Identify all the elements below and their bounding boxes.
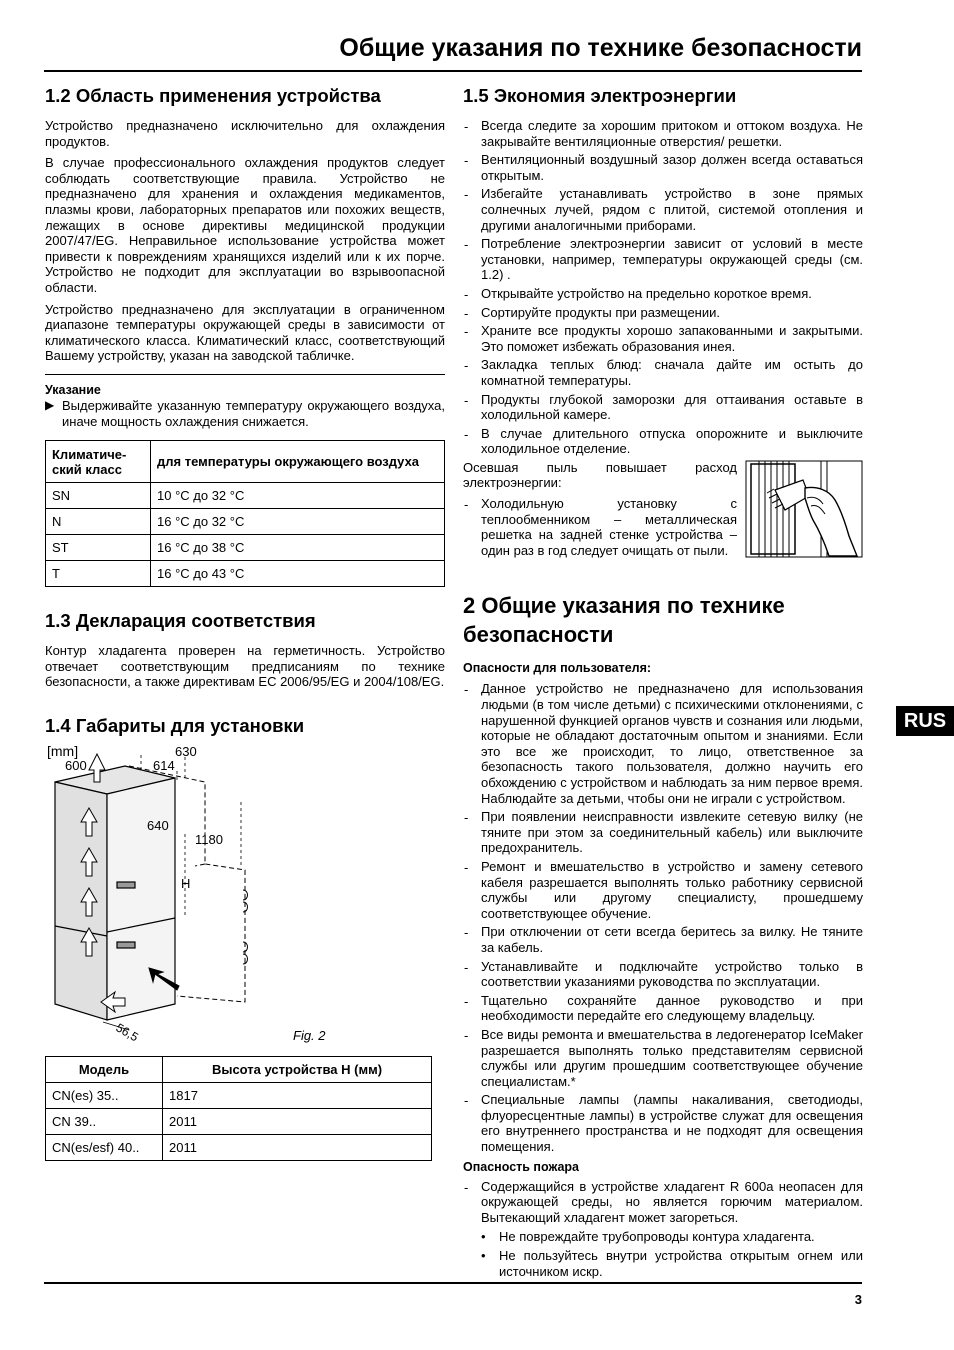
list-item: - При появлении неисправности извлеките сетевую вилку (не тяните при этом за соединительный кабель) или выключите предохранитель.: [463, 809, 863, 856]
dimension-label: 1180: [195, 831, 223, 847]
header-rule: [44, 70, 862, 72]
list-item: - Устанавливайте и подключайте устройство только в соответствии указаниями руководства по эксплуатации.: [463, 959, 863, 990]
list-item: - Сортируйте продукты при размещении.: [463, 305, 863, 321]
installation-diagram: [45, 742, 345, 1052]
section-heading-2: 2 Общие указания по технике безопасности: [463, 593, 785, 648]
table-row: [46, 1108, 432, 1134]
list-item: - Храните все продукты хорошо запакованными и закрытыми. Это поможет избежать образования инея.: [463, 323, 863, 354]
dimension-label: 614: [153, 757, 175, 773]
table-cell: 16 °C до 38 °C: [151, 535, 445, 561]
dust-list: [463, 496, 737, 558]
list-item: - Потребление электроэнергии зависит от условий в месте установки, например, температуры окружающей среды (см. 1.2) .: [463, 236, 863, 283]
table-cell: CN(es/esf) 40..: [46, 1134, 163, 1160]
table-row: [46, 1134, 432, 1160]
table-cell: 16 °C до 43 °C: [151, 561, 445, 587]
list-item: - Данное устройство не предназначено для использования людьми (в том числе детьми) с психическими отклонениями, с нарушенной функцией органов чувств и сознания или людьми, которые не обладают достаточным опытом и знаниями. Если это все же происходит, то лицо, ответственное за безопасность такого пользователя, должно научить его обхождению с устройством и наблюдать за ним первое время. Наблюдайте за детьми, чтобы они не играли с устройством.: [463, 681, 863, 806]
table-header: Климатиче-ский класс: [46, 441, 151, 483]
page-number: 3: [854, 1292, 862, 1307]
section-heading-1-2: 1.2 Область применения устройства: [45, 85, 381, 106]
table-row: [46, 535, 445, 561]
list-item: • Не пользуйтесь внутри устройства открытым огнем или источником искр.: [463, 1248, 863, 1279]
table-cell: CN(es) 35..: [46, 1082, 163, 1108]
dust-text: [463, 460, 737, 562]
note-label: Указание: [45, 382, 101, 397]
table-header: для температуры окружающего воздуха: [151, 441, 445, 483]
right-column: [463, 84, 863, 1282]
table-cell: N: [46, 509, 151, 535]
section-heading-1-5: 1.5 Экономия электроэнергии: [463, 85, 737, 106]
table-cell: 2011: [163, 1108, 432, 1134]
cleaning-brush-illustration: [745, 460, 863, 558]
left-column: [45, 84, 445, 1161]
list-item: • Не повреждайте трубопроводы контура хладагента.: [463, 1229, 863, 1245]
table-row: [46, 483, 445, 509]
section-heading-1-3: 1.3 Декларация соответствия: [45, 610, 316, 632]
table-cell: 2011: [163, 1134, 432, 1160]
note-text: Выдерживайте указанную температуру окружающего воздуха, иначе мощность охлаждения снижается.: [62, 397, 445, 429]
list-item: - Холодильную установку с теплообменником – металлическая решетка на задней стенке устройства – один раз в год следует очищать от пыли.: [463, 496, 737, 558]
paragraph: В случае профессионального охлаждения продуктов следует соблюдать соответствующие правила. Устройство не предназначено для хранения и охлаждения медикаментов, плазмы крови, лабораторных препаратов или похожих веществ, лежащих в основе директивы медицинской продукции 2007/47/EG. Неправильное использование устройства может привести к повреждениям хранящихся изделий или к их порче. Устройство не подходит для эксплуатации во взрывоопасной области.: [45, 155, 445, 295]
list-item: - Все виды ремонта и вмешательства в ледогенератор IceMaker разрешается выполнять только представителям сервисной службы или другим прошедшим соответствующее обучение специалистам.*: [463, 1027, 863, 1089]
table-cell: 10 °C до 32 °C: [151, 483, 445, 509]
table-header-row: [46, 1056, 432, 1082]
footer-rule: [44, 1282, 862, 1284]
list-item: - Специальные лампы (лампы накаливания, светодиоды, флуоресцентные лампы) в устройстве служат для освещения его внутреннего пространства и не подходят для освещения помещения.: [463, 1092, 863, 1154]
user-hazards-list: [463, 681, 863, 1154]
table-row: [46, 561, 445, 587]
subsection-label: Опасности для пользователя:: [463, 661, 652, 676]
list-item: - Избегайте устанавливать устройство в зоне прямых солнечных лучей, рядом с плитой, системой отопления и другими аналогичными приборами.: [463, 186, 863, 233]
paragraph: Осевшая пыль повышает расход электроэнергии:: [463, 459, 737, 491]
table-cell: 16 °C до 32 °C: [151, 509, 445, 535]
climate-class-table: [45, 440, 445, 587]
language-tab: RUS: [896, 706, 954, 736]
figure-caption: Fig. 2: [293, 1027, 326, 1043]
model-height-table: [45, 1056, 432, 1161]
list-item: - Тщательно сохраняйте данное руководство и при необходимости передайте его следующему владельцу.: [463, 993, 863, 1024]
dimension-label: 600: [65, 757, 87, 773]
dimension-label: 630: [175, 743, 197, 759]
divider: [45, 374, 445, 375]
table-row: [46, 509, 445, 535]
table-header: Высота устройства H (мм): [163, 1056, 432, 1082]
list-item: - Ремонт и вмешательство в устройство и замену сетевого кабеля разрешается выполнять только работнику сервисной службы или другому специалисту, прошедшему соответствующее обучение.: [463, 859, 863, 921]
fridge-body: [55, 766, 175, 1020]
table-cell: SN: [46, 483, 151, 509]
list-item: - В случае длительного отпуска опорожните и выключите холодильное отделение.: [463, 426, 863, 457]
list-item: - Всегда следите за хорошим притоком и оттоком воздуха. Не закрывайте вентиляционные отверстия/ решетки.: [463, 118, 863, 149]
list-item: - Продукты глубокой заморозки для оттаивания оставьте в холодильной камере.: [463, 392, 863, 423]
paragraph: Устройство предназначено для эксплуатации в ограниченном диапазоне температуры окружающей среды в зависимости от климатического класса. Климатический класс, соответствующий Вашему устройству, указан на заводской табличке.: [45, 301, 445, 364]
table-cell: T: [46, 561, 151, 587]
fire-subitems-list: [463, 1229, 863, 1279]
note: [45, 398, 445, 429]
section-heading-1-4: 1.4 Габариты для установки: [45, 714, 305, 736]
table-cell: ST: [46, 535, 151, 561]
fire-hazards-list: [463, 1179, 863, 1226]
table-cell: 1817: [163, 1082, 432, 1108]
paragraph: Устройство предназначено исключительно для охлаждения продуктов.: [45, 118, 445, 149]
table-row: [46, 1082, 432, 1108]
dust-block: [463, 460, 863, 562]
page-title: Общие указания по технике безопасности: [339, 34, 862, 62]
table-cell: CN 39..: [46, 1108, 163, 1134]
dimension-label: 640: [147, 817, 169, 833]
list-item: - Открывайте устройство на предельно короткое время.: [463, 286, 863, 302]
list-item: - Содержащийся в устройстве хладагент R 600a неопасен для окружающей среды, но является горючим материалом. Вытекающий хладагент может загореться.: [463, 1179, 863, 1226]
energy-tips-list: [463, 118, 863, 457]
table-header-row: [46, 441, 445, 483]
subsection-label: Опасность пожара: [463, 1159, 580, 1174]
list-item: - Вентиляционный воздушный зазор должен всегда оставаться открытым.: [463, 152, 863, 183]
unit-label: [mm]: [47, 742, 79, 759]
paragraph: Контур хладагента проверен на герметичность. Устройство отвечает соответствующим предписаниям по технике безопасности, а также директивам EC 2006/95/EG и 2004/108/EG.: [45, 643, 445, 690]
dimension-label: 56,5: [113, 1020, 141, 1045]
list-item: - Закладка теплых блюд: сначала дайте им остыть до комнатной температуры.: [463, 357, 863, 388]
table-header: Модель: [46, 1056, 163, 1082]
triangle-right-icon: ▶: [45, 397, 55, 412]
dimension-label: H: [181, 875, 191, 891]
list-item: - При отключении от сети всегда беритесь за вилку. Не тяните за кабель.: [463, 924, 863, 955]
